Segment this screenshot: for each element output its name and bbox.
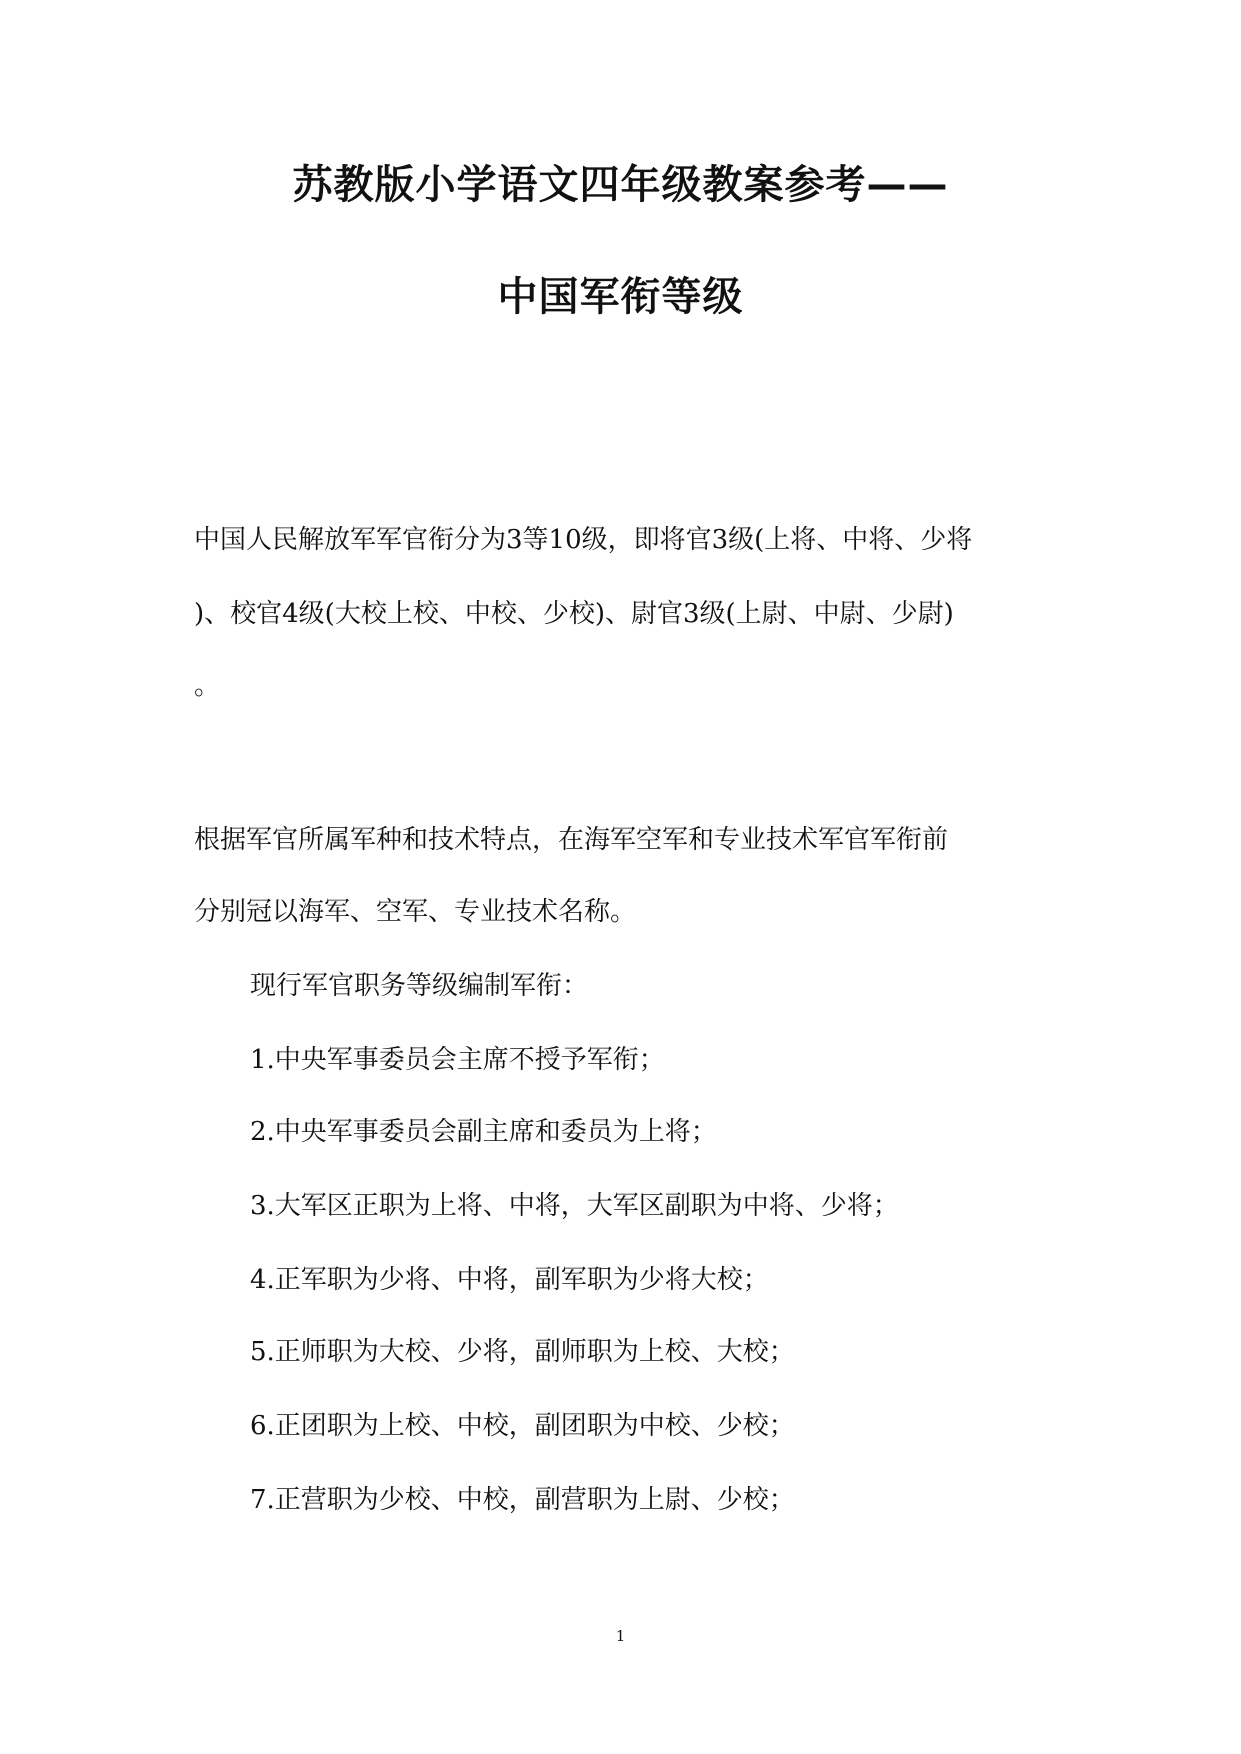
list-item: 5.正师职为大校、少将，副师职为上校、大校； — [250, 1337, 795, 1367]
paragraph-line: 。 — [194, 671, 221, 701]
list-item: 1.中央军事委员会主席不授予军衔； — [250, 1045, 665, 1075]
list-item: 4.正军职为少将、中将，副军职为少将大校； — [250, 1265, 769, 1295]
paragraph-line: 中国人民解放军军官衔分为3等10级，即将官3级(上将、中将、少将 — [194, 525, 973, 555]
paragraph-line: 根据军官所属军种和技术特点，在海军空军和专业技术军官军衔前 — [194, 825, 949, 855]
paragraph-line: 分别冠以海军、空军、专业技术名称。 — [194, 897, 637, 927]
document-title-line-2: 中国军衔等级 — [497, 274, 744, 320]
page-number: 1 — [615, 1627, 626, 1645]
list-item: 7.正营职为少校、中校，副营职为上尉、少校； — [250, 1485, 795, 1515]
paragraph-line: )、校官4级(大校上校、中校、少校)、尉官3级(上尉、中尉、少尉) — [194, 599, 954, 629]
document-title-line-1: 苏教版小学语文四年级教案参考—— — [292, 162, 949, 208]
list-item: 3.大军区正职为上将、中将，大军区副职为中将、少将； — [250, 1191, 899, 1221]
list-intro: 现行军官职务等级编制军衔： — [250, 971, 589, 1001]
list-item: 2.中央军事委员会副主席和委员为上将； — [250, 1117, 717, 1147]
list-item: 6.正团职为上校、中校，副团职为中校、少校； — [250, 1411, 795, 1441]
